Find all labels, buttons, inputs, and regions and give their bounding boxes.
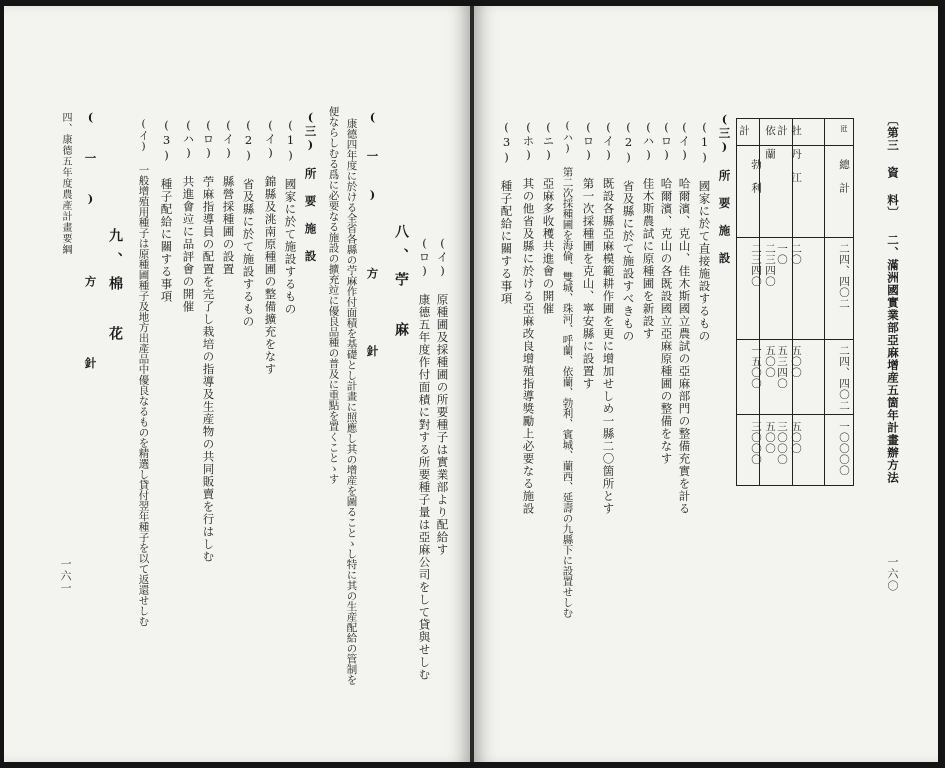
table-header-cell: 勃 利 — [750, 159, 762, 194]
table-cell: 一五〇〇 — [750, 345, 762, 389]
text-line: (ニ) 亞麻多收穫共進會の開催 — [541, 120, 556, 315]
table-total-cell: 二四、四〇二 — [838, 243, 850, 309]
section-heading: (三) 所 要 施 設 — [303, 110, 318, 263]
page-header: 〔第三 資 料〕 二、滿洲國實業部亞麻增産五箇年計畫辦方法 — [886, 114, 900, 484]
table-cell: 二三四〇 — [764, 243, 776, 287]
page-number: 一六一 — [59, 558, 72, 594]
text-line: (1) 國家に於て直接施設するもの — [697, 120, 712, 343]
table-cell: 三〇〇〇 — [776, 421, 788, 465]
table-total-cell: 二四、四〇二 — [838, 345, 850, 411]
text-line: (3) 種子配給に關する事項 — [499, 120, 514, 305]
section-heading: (三) 所 要 施 設 — [717, 112, 732, 265]
text-line: (3) 種子配給に關する事項 — [159, 118, 174, 303]
table-cell: 五〇〇 — [764, 421, 776, 454]
text-line: (2) 省及縣に於て施設するもの — [241, 118, 256, 328]
text-line: (ロ) 哈爾濱、克山の各既設國立亞麻原種圃の整備をなす — [659, 120, 674, 465]
section-title: 八、苧 麻 — [393, 224, 409, 346]
table-cell: 五〇〇 — [790, 421, 802, 454]
text-line: (イ) 錦縣及洮南原種圃の整備擴充をなす — [263, 118, 278, 376]
text-line: 康德四年度に於ける全省各縣の苧麻作付面積を基礎とし計畫に照應し其の增産を圖ることゝし特に其の生産配給の管制を — [345, 118, 358, 685]
table-cell: 五〇〇 — [790, 345, 802, 378]
page-number: 一六〇 — [886, 556, 899, 592]
text-line: (ハ) 第二次採種圃を海倫、雙城、珠河、呼蘭、依蘭、勃利、賓城、蘭西、延壽の九縣下に設置せしむ — [561, 120, 574, 618]
text-line: (イ) 既設各縣亞麻模範耕作圃を更に增加せしめ一縣二〇箇所とす — [601, 120, 616, 515]
text-line: (ロ) 康德五年度作付面積に對する所要種子量は亞麻公司をして貸與せしむ — [417, 236, 432, 681]
table-cell: 二〇 — [790, 243, 802, 265]
table-total-label: 總 計 — [838, 159, 850, 194]
text-line: (2) 省及縣に於て施設すべきもの — [621, 120, 636, 343]
table-header-cell: 牡 丹 江 — [790, 125, 802, 183]
text-line: (1) 國家に於て施設するもの — [283, 118, 298, 316]
text-line: (イ) 一般增殖用種子は原種圃種子及地方出產品中優良なるものを精選し貸付翌年種子を以て返還せしむ — [137, 118, 150, 627]
data-table — [736, 118, 854, 486]
text-line: (ハ) 共進會竝に品評會の開催 — [181, 118, 196, 313]
table-cell: 五三四〇 — [776, 345, 788, 389]
left-page — [4, 6, 470, 762]
table-cell: 五〇〇 — [764, 345, 776, 378]
text-line: 便ならしむる爲に必要なる施設の擴充竝に優良品種の普及に重點を置くことゝす — [327, 106, 340, 484]
right-page — [474, 6, 938, 762]
running-footer: 四、康德五年度農產計畫要綱 — [60, 112, 71, 255]
text-line: (ホ) 其の他省及縣に於ける亞麻改良增殖指導獎勵上必要なる施設 — [521, 120, 536, 515]
table-header-cell: 計 — [776, 125, 788, 136]
table-cell: 二三四〇 — [750, 243, 762, 287]
table-unit: 瓩 — [840, 125, 848, 133]
text-line: (イ) 縣營採種圃の設置 — [221, 118, 236, 276]
text-line: (ロ) 苧麻指導員の配置を完了し栽培の指導及生産物の共同販賣を行はしむ — [201, 118, 216, 563]
section-title: 九、棉 花 — [107, 228, 123, 350]
text-line: (イ) 哈爾濱、克山、佳木斯國立農試の亞麻部門の整備充實を計る — [677, 120, 692, 515]
table-header-cell: 依 蘭 — [764, 125, 776, 160]
text-line: (ロ) 第一次採種圃を克山、寧安縣に設置す — [581, 120, 596, 390]
table-cell: 一〇 — [776, 243, 788, 265]
text-line: (ハ) 佳木斯農試に原種圃を新設す — [641, 120, 656, 340]
section-heading: (一) 方 針 — [83, 110, 98, 397]
section-heading: (一) 方 針 — [365, 110, 380, 383]
table-header-cell: 計 — [738, 125, 750, 136]
text-line: (イ) 原種圃及採種圃の所要種子は實業部より配給す — [435, 236, 450, 556]
table-total-cell: 一〇〇〇〇 — [838, 421, 850, 476]
table-cell: 三〇〇〇 — [750, 421, 762, 465]
